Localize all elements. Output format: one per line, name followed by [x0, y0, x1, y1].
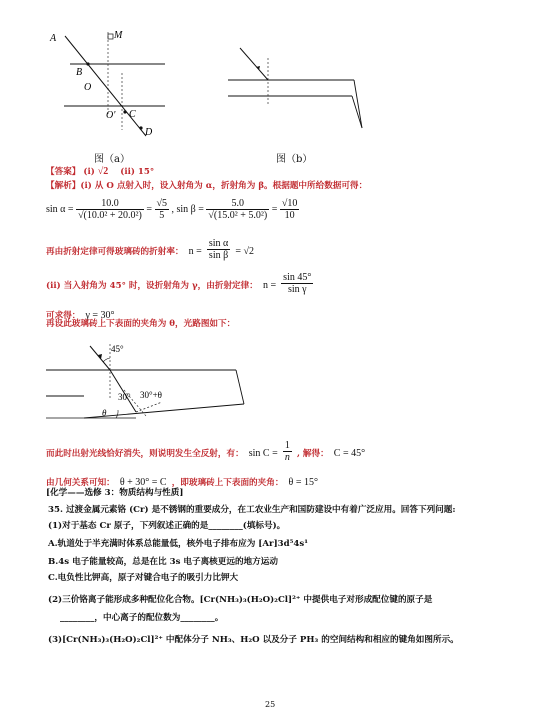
- chem-q35: 35. 过渡金属元素铬 (Cr) 是不锈钢的重要成分，在工农业生产和国防建设中有着广泛应用。回答下列问题:: [48, 505, 456, 515]
- angle-30: 30°: [118, 392, 131, 402]
- label-o2: O': [106, 110, 116, 121]
- n-den: sin β: [208, 250, 229, 261]
- n2-frac: [281, 272, 313, 295]
- analysis-line1: [46, 180, 367, 192]
- page-number: 25: [265, 700, 276, 709]
- sin-alpha-eq: =: [146, 203, 152, 215]
- analysis-text-2: 再由折射定律可得玻璃砖的折射率：: [46, 247, 184, 257]
- label-d: D: [145, 127, 153, 138]
- n-rhs: = √2: [235, 246, 254, 257]
- sin-alpha-den: √(10.0² + 20.0²): [78, 210, 142, 221]
- answer-sqrt2: √2: [97, 166, 109, 177]
- label-c: C: [129, 109, 136, 120]
- sinC-frac: [283, 440, 292, 463]
- n-frac: [207, 238, 230, 261]
- figure-a: [40, 28, 170, 146]
- analysis-text-1: (i) 从 O 点射入时，设入射角为 α，折射角为 β。根据题中所给数据可得：: [80, 181, 368, 191]
- angle-theta: θ: [102, 408, 107, 418]
- sin-beta-rfrac: [280, 198, 300, 221]
- analysis-text-4: 可求得：: [46, 311, 81, 321]
- angle-45: 45°: [111, 344, 124, 354]
- sinC-mid: , 解得：: [296, 449, 329, 459]
- n-num: sin α: [208, 238, 229, 249]
- analysis-text-3: (ii) 当入射角为 45° 时，设折射角为 γ，由折射定律：: [46, 281, 258, 291]
- sinC-num: 1: [284, 440, 290, 451]
- sinC-res: C = 45°: [333, 448, 366, 459]
- theta-result: θ = 15°: [288, 477, 318, 488]
- sin-beta-den: √(15.0² + 5.0²): [208, 210, 268, 221]
- sin-alpha-frac: [76, 198, 144, 221]
- geo-mid: ，即玻璃砖上下表面的夹角：: [171, 478, 284, 488]
- formula-sin: [46, 198, 299, 221]
- figure-light-path: [44, 338, 254, 430]
- chem-q2b: ________，中心离子的配位数为________。: [60, 613, 224, 623]
- analysis-text-7: 由几何关系可知：: [46, 478, 115, 488]
- sin-beta-rd: 10: [284, 210, 295, 221]
- sin-alpha-rfrac: [155, 198, 170, 221]
- chem-q3: (3)[Cr(NH₃)₃(H₂O)₂Cl]²⁺ 中配体分子 NH₃、H₂O 以及分子 PH₃ 的空间结构和相应的键角如图所示。: [48, 635, 459, 645]
- chem-q2a: (2)三价铬离子能形成多种配位化合物。[Cr(NH₃)₃(H₂O)₂Cl]²⁺ 中提供电子对形成配位键的原子是: [48, 595, 433, 605]
- n2-num: sin 45°: [283, 272, 312, 283]
- analysis-line6: [46, 440, 365, 463]
- chem-q1: (1)对于基态 Cr 原子，下列叙述正确的是________(填标号)。: [48, 521, 286, 531]
- analysis-line3: [46, 272, 313, 295]
- sin-beta-eq: =: [271, 203, 278, 215]
- caption-b: 图（b）: [276, 154, 313, 165]
- caption-a: 图（a）: [94, 154, 130, 165]
- chem-qA: A.轨道处于半充满时体系总能量低，核外电子排布应为 [Ar]3d⁵4s¹: [48, 539, 308, 549]
- gamma-result: γ = 30°: [85, 310, 115, 321]
- sin-beta-rn: √10: [281, 198, 298, 209]
- geo-eq: θ + 30° = C: [119, 477, 167, 488]
- chem-qC: C.电负性比钾高，原子对键合电子的吸引力比钾大: [48, 573, 239, 583]
- sin-beta-num: 5.0: [206, 198, 269, 210]
- label-o: O: [84, 82, 92, 93]
- sin-alpha-lhs: sin α =: [46, 203, 74, 215]
- n2-lhs: n =: [262, 280, 277, 291]
- analysis-line2: [46, 238, 254, 261]
- n-lhs: n =: [188, 246, 202, 257]
- analysis-text-6: 而此时出射光线恰好消失，则说明发生全反射，有：: [46, 449, 244, 459]
- chem-header: [化学——选修 3：物质结构与性质]: [46, 488, 184, 498]
- label-m: M: [114, 30, 123, 41]
- sin-alpha-rd: 5: [159, 210, 165, 221]
- answer-part1: (i): [83, 167, 95, 177]
- n2-den: sin γ: [287, 284, 307, 295]
- label-a: A: [50, 33, 57, 44]
- sin-beta-lhs: , sin β =: [171, 203, 204, 215]
- angle-30-theta: 30°+θ: [140, 390, 162, 400]
- sin-alpha-rn: √5: [156, 198, 167, 209]
- analysis-label: 【解析】: [46, 181, 81, 191]
- label-b: B: [76, 67, 83, 78]
- sinC-den: n: [284, 452, 290, 463]
- chem-qB: B.4s 电子能量较高，总是在比 3s 电子离核更远的地方运动: [48, 557, 278, 567]
- sin-alpha-num: 10.0: [76, 198, 144, 210]
- answer-line: [46, 166, 154, 178]
- answer-part2: (ii) 15°: [120, 167, 155, 177]
- sin-beta-frac: [206, 198, 269, 221]
- sinC-lhs: sin C =: [248, 448, 278, 459]
- answer-label: 【答案】: [46, 167, 81, 177]
- analysis-line5: 再设此玻璃砖上下表面的夹角为 θ，光路图如下：: [46, 319, 236, 329]
- figure-b: [226, 40, 366, 132]
